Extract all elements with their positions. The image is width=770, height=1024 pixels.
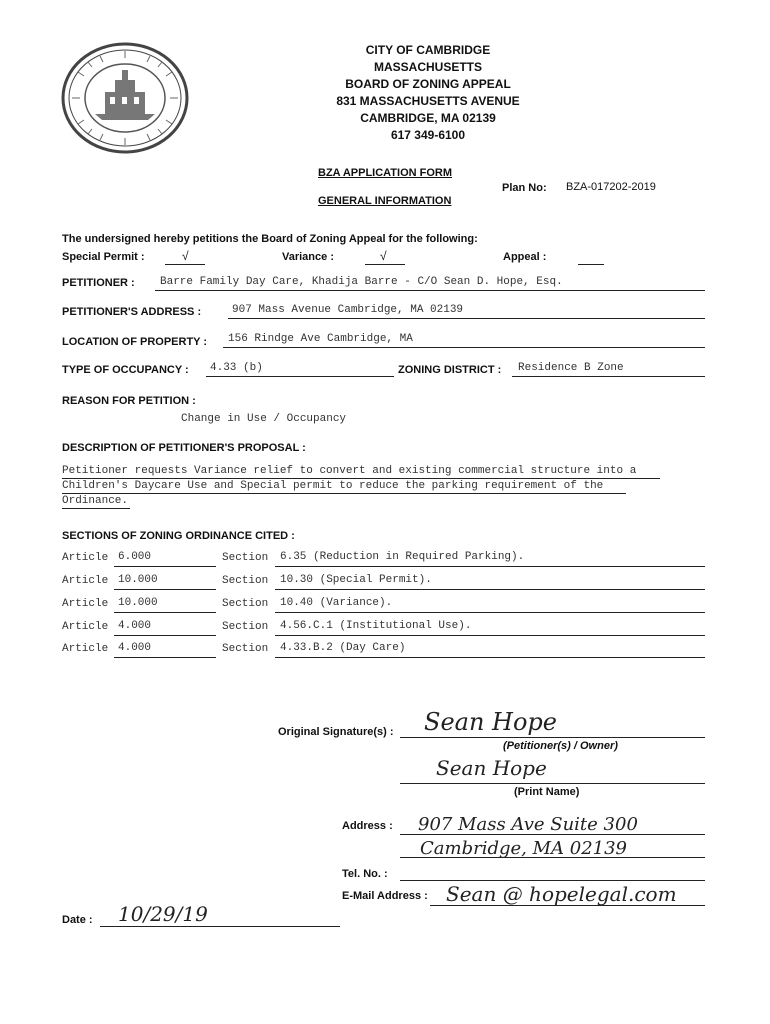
section-line (275, 612, 705, 613)
section-word: Section (222, 575, 269, 587)
section-line (275, 589, 705, 590)
section-value: 10.30 (Special Permit). (280, 574, 432, 586)
plan-label: Plan No: (502, 182, 547, 194)
special-permit-check: √ (182, 249, 189, 263)
occupancy-value: 4.33 (b) (210, 362, 263, 374)
special-permit-label: Special Permit : (62, 251, 145, 263)
article-line (114, 566, 216, 567)
email-value: Sean @ hopelegal.com (446, 882, 677, 906)
header-board: BOARD OF ZONING APPEAL (345, 77, 511, 91)
signature-image: Sean Hope (424, 708, 557, 736)
signature-line (400, 737, 705, 738)
date-label: Date : (62, 914, 93, 926)
article-line (114, 635, 216, 636)
address-line-1: 907 Mass Ave Suite 300 (418, 814, 638, 835)
description-line-2: Children's Daycare Use and Special permit to reduce the parking requirement of the (62, 480, 604, 492)
description-label: DESCRIPTION OF PETITIONER'S PROPOSAL : (62, 442, 306, 454)
plan-number: BZA-017202-2019 (566, 181, 656, 193)
article-word: Article (62, 575, 109, 587)
petitioner-value: Barre Family Day Care, Khadija Barre - C/O Sean D. Hope, Esq. (160, 276, 563, 288)
petitioner-owner-caption: (Petitioner(s) / Owner) (503, 740, 618, 752)
variance-check: √ (380, 249, 387, 263)
date-value: 10/29/19 (118, 902, 208, 926)
article-word: Article (62, 598, 109, 610)
print-name-value: Sean Hope (436, 756, 547, 780)
description-rule-1 (62, 478, 660, 479)
petitioner-line (155, 290, 705, 291)
description-rule-3 (62, 508, 130, 509)
location-line (223, 347, 705, 348)
original-signature-label: Original Signature(s) : (278, 726, 394, 738)
article-word: Article (62, 643, 109, 655)
location-label: LOCATION OF PROPERTY : (62, 336, 208, 348)
tel-line (400, 880, 705, 881)
section-line (275, 566, 705, 567)
petitioner-address-value: 907 Mass Avenue Cambridge, MA 02139 (232, 304, 464, 316)
article-number: 4.000 (118, 620, 152, 632)
header-phone: 617 349-6100 (390, 128, 466, 142)
article-number: 6.000 (118, 551, 152, 563)
variance-label: Variance : (282, 251, 334, 263)
address-line-2: Cambridge, MA 02139 (420, 838, 628, 859)
date-line (100, 926, 340, 927)
article-line (114, 657, 216, 658)
form-title: BZA APPLICATION FORM (318, 167, 453, 179)
article-line (114, 589, 216, 590)
article-number: 10.000 (118, 574, 158, 586)
section-word: Section (222, 643, 269, 655)
header-street: 831 MASSACHUSETTS AVENUE (336, 94, 520, 108)
section-value: 4.56.C.1 (Institutional Use). (280, 620, 472, 632)
section-word: Section (222, 552, 269, 564)
petitioner-address-line (228, 318, 705, 319)
special-permit-line (165, 264, 205, 265)
address-rule-1 (400, 834, 705, 835)
form-subtitle: GENERAL INFORMATION (318, 195, 452, 207)
header-block (298, 42, 558, 144)
description-rule-2 (62, 493, 626, 494)
section-value: 6.35 (Reduction in Required Parking). (280, 551, 525, 563)
article-word: Article (62, 552, 109, 564)
tel-label: Tel. No. : (342, 868, 388, 880)
print-name-line (400, 783, 705, 784)
description-line-1: Petitioner requests Variance relief to convert and existing commercial structure into a (62, 465, 637, 477)
description-line-3: Ordinance. (62, 495, 129, 507)
occupancy-line (206, 376, 394, 377)
reason-value: Change in Use / Occupancy (181, 413, 347, 425)
intro-text: The undersigned hereby petitions the Board of Zoning Appeal for the following: (62, 233, 478, 245)
article-number: 4.000 (118, 642, 152, 654)
section-word: Section (222, 598, 269, 610)
section-line (275, 635, 705, 636)
location-value: 156 Rindge Ave Cambridge, MA (228, 333, 413, 345)
occupancy-label: TYPE OF OCCUPANCY : (62, 364, 189, 376)
section-word: Section (222, 621, 269, 633)
zoning-value: Residence B Zone (518, 362, 624, 374)
petitioner-label: PETITIONER : (62, 277, 135, 289)
zoning-label: ZONING DISTRICT : (398, 364, 502, 376)
section-value: 10.40 (Variance). (280, 597, 393, 609)
email-line (430, 905, 705, 906)
header-city: CITY OF CAMBRIDGE (365, 43, 491, 57)
email-label: E-Mail Address : (342, 890, 428, 902)
section-line (275, 657, 705, 658)
header-state: MASSACHUSETTS (373, 60, 482, 74)
article-number: 10.000 (118, 597, 158, 609)
appeal-label: Appeal : (503, 251, 547, 263)
reason-label: REASON FOR PETITION : (62, 395, 196, 407)
variance-line (365, 264, 405, 265)
address-label: Address : (342, 820, 393, 832)
sections-label: SECTIONS OF ZONING ORDINANCE CITED : (62, 530, 295, 542)
zoning-line (512, 376, 705, 377)
section-value: 4.33.B.2 (Day Care) (280, 642, 406, 654)
petitioner-address-label: PETITIONER'S ADDRESS : (62, 306, 202, 318)
print-name-caption: (Print Name) (514, 786, 580, 798)
article-line (114, 612, 216, 613)
city-seal-icon (60, 42, 190, 154)
article-word: Article (62, 621, 109, 633)
address-rule-2 (400, 857, 705, 858)
appeal-line (578, 264, 604, 265)
header-city-zip: CAMBRIDGE, MA 02139 (360, 111, 496, 125)
